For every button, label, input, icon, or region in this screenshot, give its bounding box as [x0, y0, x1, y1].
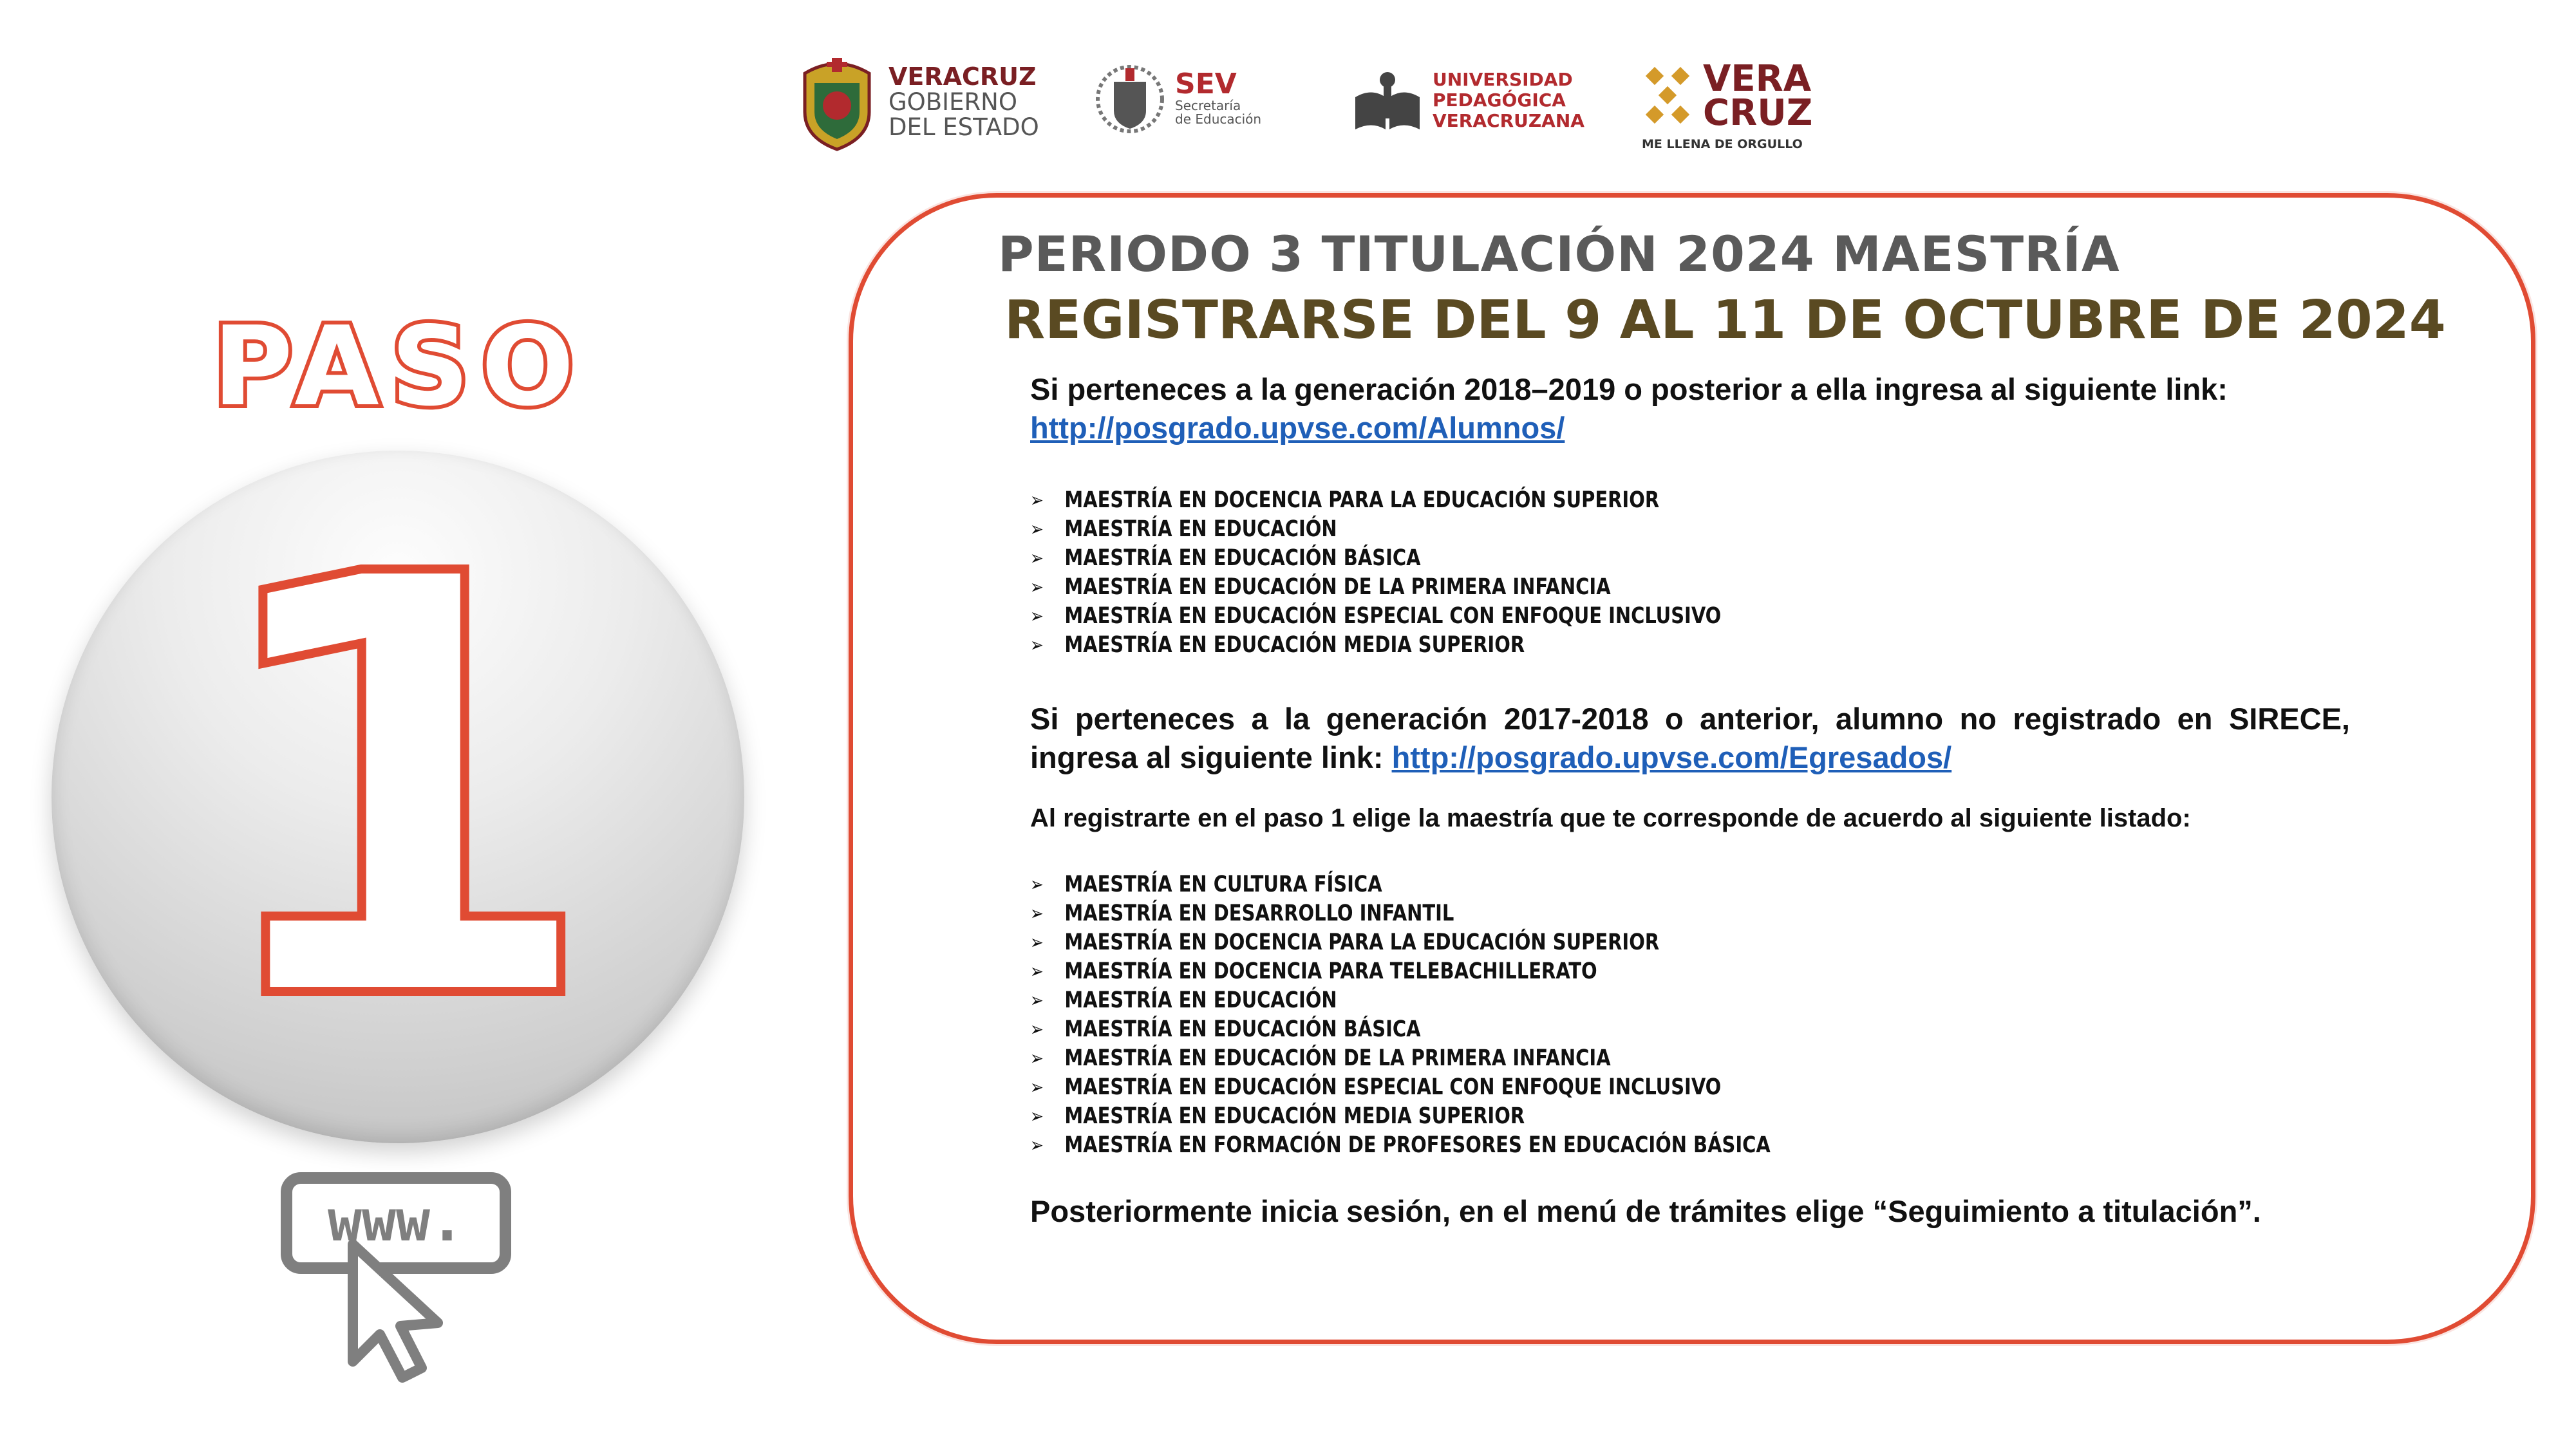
- maestria-list2-item: [1030, 899, 2244, 928]
- veracruz-line2: GOBIERNO: [888, 88, 1017, 116]
- veracruz-pattern-icon: [1642, 63, 1700, 127]
- maestria-list2-item-label: MAESTRÍA EN EDUCACIÓN BÁSICA: [1064, 1016, 1421, 1042]
- step-number-text: 1: [197, 454, 601, 1128]
- sev-line1: SEV: [1175, 68, 1237, 100]
- vc-line1: VERA: [1703, 58, 1812, 100]
- paso-text: PASO: [212, 303, 586, 431]
- maestria-list2-item-label: MAESTRÍA EN EDUCACIÓN MEDIA SUPERIOR: [1064, 1103, 1525, 1129]
- egresados-link[interactable]: http://posgrado.upvse.com/Egresados/: [1391, 740, 1952, 774]
- list-maestrias-2: [1030, 870, 2350, 1160]
- www-text: www.: [328, 1188, 464, 1254]
- panel-title-period: PERIODO 3 TITULACIÓN 2024 MAESTRÍA: [998, 225, 2120, 283]
- maestria-list2-item-label: MAESTRÍA EN DOCENCIA PARA TELEBACHILLERATO: [1064, 958, 1597, 984]
- arrow-bullet-icon: ➢: [1030, 874, 1044, 896]
- paso-label: [212, 303, 586, 431]
- arrow-bullet-icon: ➢: [1030, 547, 1044, 570]
- maestria-list2-item: [1030, 1015, 2244, 1044]
- sev-seal-icon: [1095, 59, 1165, 143]
- maestria-list2-item: [1030, 1073, 2244, 1102]
- veracruz-line3: DEL ESTADO: [888, 113, 1039, 141]
- maestria-list2-item-label: MAESTRÍA EN EDUCACIÓN ESPECIAL CON ENFOQUE INCLUSIVO: [1064, 1074, 1722, 1100]
- maestria-list2-item: [1030, 870, 2244, 899]
- arrow-bullet-icon: ➢: [1030, 518, 1044, 541]
- maestria-list2-item-label: MAESTRÍA EN DESARROLLO INFANTIL: [1064, 901, 1454, 926]
- vc-tagline: ME LLENA DE ORGULLO: [1642, 137, 1803, 151]
- step-number: [197, 454, 601, 1128]
- para1-text: Si perteneces a la generación 2018–2019 o posterior a ella ingresa al siguiente link:: [1030, 372, 2228, 406]
- maestria-list1-item: [1030, 573, 2244, 602]
- alumnos-link[interactable]: http://posgrado.upvse.com/Alumnos/: [1030, 411, 1565, 445]
- logo-upv: [1352, 50, 1584, 160]
- arrow-bullet-icon: ➢: [1030, 1076, 1044, 1099]
- maestria-list1-item-label: MAESTRÍA EN EDUCACIÓN MEDIA SUPERIOR: [1064, 632, 1525, 658]
- maestria-list2-item-label: MAESTRÍA EN DOCENCIA PARA LA EDUCACIÓN SUPERIOR: [1064, 930, 1660, 955]
- panel-content: [1030, 370, 2350, 1231]
- www-click-icon: [277, 1168, 515, 1381]
- arrow-bullet-icon: ➢: [1030, 1047, 1044, 1070]
- maestria-list1-item: [1030, 602, 2244, 631]
- arrow-bullet-icon: ➢: [1030, 1134, 1044, 1157]
- arrow-bullet-icon: ➢: [1030, 1018, 1044, 1041]
- final-instruction: Posteriormente inicia sesión, en el menú de trámites elige “Seguimiento a titulación”.: [1030, 1194, 2261, 1228]
- maestria-list2-item: [1030, 1044, 2244, 1073]
- arrow-bullet-icon: ➢: [1030, 576, 1044, 599]
- upv-line1: UNIVERSIDAD: [1433, 69, 1573, 90]
- logo-veracruz-gobierno: [798, 50, 1043, 160]
- maestria-list1-item-label: MAESTRÍA EN DOCENCIA PARA LA EDUCACIÓN SUPERIOR: [1064, 487, 1660, 513]
- logo-sev: [1095, 50, 1281, 160]
- maestria-list1-item: [1030, 486, 2244, 515]
- upv-book-icon: [1352, 68, 1423, 139]
- arrow-bullet-icon: ➢: [1030, 489, 1044, 512]
- maestria-list1-item-label: MAESTRÍA EN EDUCACIÓN ESPECIAL CON ENFOQUE INCLUSIVO: [1064, 603, 1722, 629]
- maestria-list2-item: [1030, 1131, 2244, 1160]
- maestria-list2-item-label: MAESTRÍA EN EDUCACIÓN: [1064, 987, 1337, 1013]
- maestria-list2-item: [1030, 928, 2244, 957]
- arrow-bullet-icon: ➢: [1030, 634, 1044, 657]
- maestria-list2-item-label: MAESTRÍA EN FORMACIÓN DE PROFESORES EN EDUCACIÓN BÁSICA: [1064, 1132, 1771, 1158]
- para-generation-2018: [1030, 370, 2350, 447]
- panel-title-register-dates: REGISTRARSE DEL 9 AL 11 DE OCTUBRE DE 2024: [1004, 290, 2446, 351]
- note-elige-maestria: Al registrarte en el paso 1 elige la maestría que te corresponde de acuerdo al siguiente listado:: [1030, 804, 2191, 832]
- maestria-list2-item: [1030, 1102, 2244, 1131]
- maestria-list1-item-label: MAESTRÍA EN EDUCACIÓN BÁSICA: [1064, 545, 1421, 571]
- sev-line2: Secretaría: [1175, 98, 1241, 114]
- header-logos: [0, 50, 2576, 160]
- arrow-bullet-icon: ➢: [1030, 960, 1044, 983]
- maestria-list2-item-label: MAESTRÍA EN CULTURA FÍSICA: [1064, 872, 1382, 897]
- maestria-list1-item: [1030, 515, 2244, 544]
- maestria-list1-item-label: MAESTRÍA EN EDUCACIÓN DE LA PRIMERA INFANCIA: [1064, 574, 1611, 600]
- vc-line2: CRUZ: [1703, 92, 1813, 135]
- arrow-bullet-icon: ➢: [1030, 605, 1044, 628]
- logo-veracruz-brand: [1642, 50, 1813, 160]
- upv-line3: VERACRUZANA: [1433, 110, 1584, 132]
- arrow-bullet-icon: ➢: [1030, 931, 1044, 954]
- arrow-bullet-icon: ➢: [1030, 902, 1044, 925]
- arrow-bullet-icon: ➢: [1030, 989, 1044, 1012]
- maestria-list1-item-label: MAESTRÍA EN EDUCACIÓN: [1064, 516, 1337, 542]
- maestria-list2-item: [1030, 986, 2244, 1015]
- upv-line2: PEDAGÓGICA: [1433, 89, 1566, 111]
- veracruz-line1: VERACRUZ: [888, 62, 1037, 91]
- sev-line3: de Educación: [1175, 111, 1262, 127]
- veracruz-shield-icon: [798, 54, 876, 151]
- para2-text: Si perteneces a la generación 2017-2018 o anterior, alumno no registrado en SIRECE, ingresa al siguiente link:: [1030, 702, 2350, 774]
- arrow-bullet-icon: ➢: [1030, 1105, 1044, 1128]
- maestria-list1-item: [1030, 631, 2244, 660]
- maestria-list2-item: [1030, 957, 2244, 986]
- maestria-list2-item-label: MAESTRÍA EN EDUCACIÓN DE LA PRIMERA INFANCIA: [1064, 1045, 1611, 1071]
- list-maestrias-1: [1030, 486, 2350, 660]
- para-generation-2017: [1030, 700, 2350, 777]
- maestria-list1-item: [1030, 544, 2244, 573]
